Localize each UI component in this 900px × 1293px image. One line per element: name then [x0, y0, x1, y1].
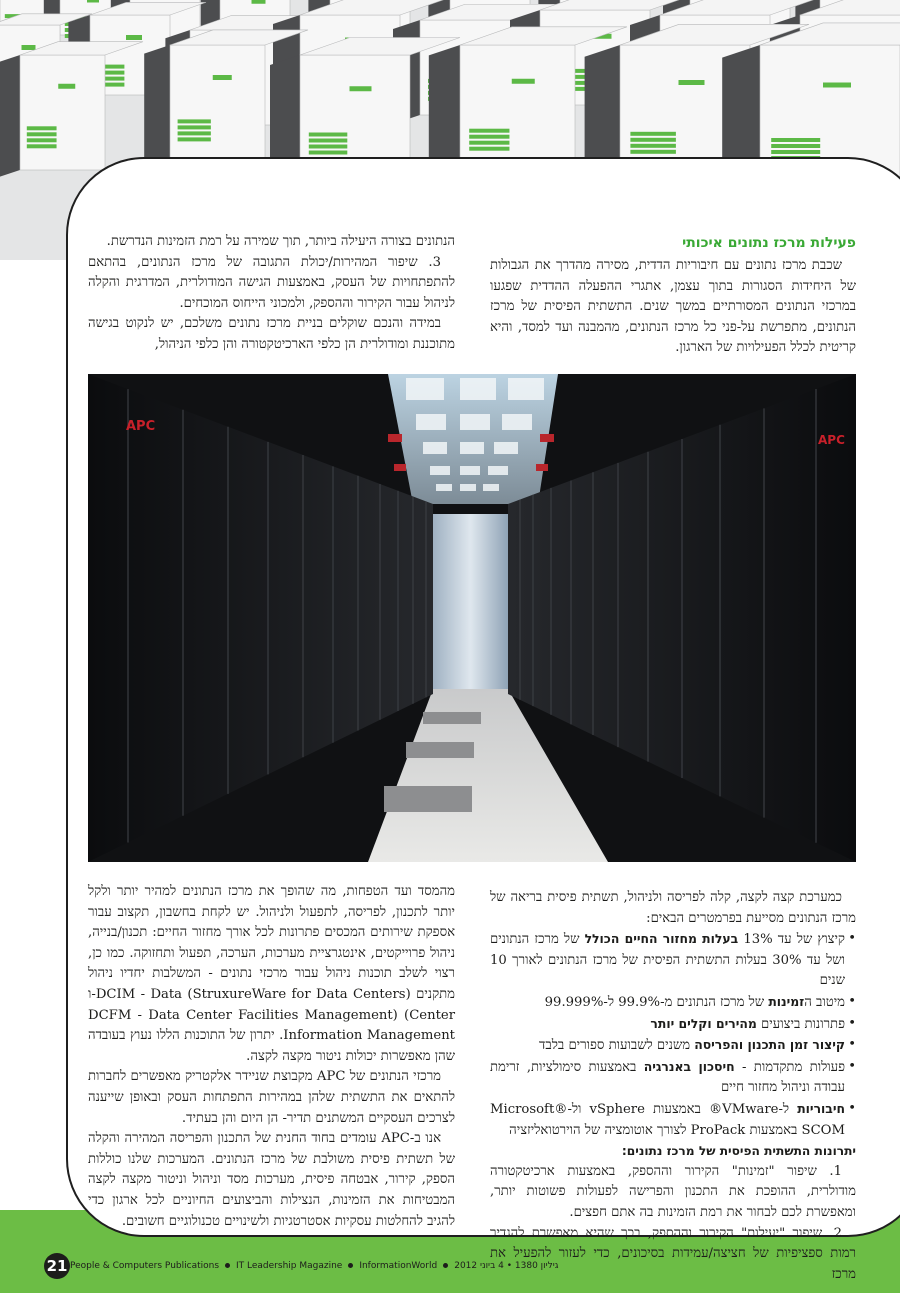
subheading: יתרונות התשתית הפיסית של מרכז נתונים: — [621, 1144, 856, 1159]
separator-dot-icon — [443, 1263, 448, 1268]
benefit-text: באמצעות סימולציות, זרימת עבודה וניהול מחזור חיים — [490, 1059, 845, 1096]
benefit-text: משנים לשבועות ספורים בלבד — [539, 1038, 695, 1054]
benefit-highlight: בעלות מחזור החיים הכולל — [584, 931, 739, 947]
paragraph: במידה והנכם שוקלים בניית מרכז נתונים משלכם, יש לנקוט בגישה מתוכננת ומודולרית הן כלפי הארכיטקטורה והן כלפי הניהול, — [88, 316, 455, 352]
benefit-text: פתרונות ביצועים — [756, 1016, 845, 1032]
benefits-list — [490, 929, 856, 1141]
bottom-left-column — [88, 882, 455, 1232]
apc-logo-left: APC — [126, 419, 156, 434]
magazine-name: IT Leadership Magazine — [236, 1261, 343, 1271]
benefit-item — [490, 992, 856, 1014]
benefit-highlight: זמינות — [768, 993, 805, 1009]
top-right-column — [490, 232, 856, 359]
benefit-text: של מרכז הנתונים ושל עד 30% בעלות התשתית הפיסית של מרכז הנתונים לאורך 10 שנים — [490, 932, 845, 989]
benefit-text: של מרכז הנתונים מ-99.9% ל-99.999% — [544, 994, 769, 1010]
separator-dot-icon — [225, 1263, 230, 1268]
benefit-item — [490, 929, 856, 992]
benefit-text: מיטוב ה — [804, 994, 845, 1010]
benefit-item — [490, 1035, 856, 1057]
benefit-text: פעולות מתקדמות - — [734, 1059, 845, 1075]
bottom-right-column — [490, 888, 856, 1285]
benefit-item — [490, 1057, 856, 1099]
paragraph: הנתונים בצורה היעילה ביותר, תוך שמירה על רמת הזמינות הנדרשת. — [106, 234, 455, 249]
server-aisle-image — [88, 374, 856, 862]
paragraph: 1. שיפור "זמינות" הקירור וההספק, באמצעות ארכיטקטורה מודולרית, ההופכת את התכנון והפרישה לפעולות פשוטות יותר, ומאפשרת לכם לבחור את רמת הזמינות בה אתם חפצים. — [490, 1163, 856, 1220]
page-number: 21 — [44, 1253, 70, 1279]
apc-logo-right: APC — [818, 433, 845, 447]
paragraph: אנו ב-APC עומדים בחוד החנית של התכנון והפריסה המהירה והקלה של תשתית פיסית משולבת של מרכז הנתונים. המערכות שלנו כוללות הספק, קירור, אבטחה פיסית, מערכות מסד וניהול וניטור מקצה לקצה המבטיחות את הזמינות, הנצילות והביצועים החיוניים לכל ארגון כדי להגיב להחלטות עסקיות אסטרטגיות ולשינויים טכנולוגיים חשובים. — [88, 1131, 455, 1229]
publisher-name: People & Computers Publications — [70, 1261, 220, 1271]
magazine-name: InformationWorld — [359, 1261, 438, 1271]
top-left-column — [88, 232, 455, 356]
paragraph: כמערכת קצה לקצה, קלה לפריסה ולניהול, תשתית פיסית בריאה של מרכז הנתונים מסייעת בפרמטרים הבאים: — [490, 890, 856, 926]
benefit-highlight: קיצור זמן התכנון והפריסה — [694, 1037, 845, 1053]
paragraph: 3. שיפור המהירות/יכולת התגובה של מרכז הנתונים, בהתאם להתפתחויות של העסק, באמצעות הגישה המודולרית, המדרגית והקלה לניהול עבור הקירור וההספק, ולמכוני הייחוס המוכחים. — [88, 254, 455, 311]
intro-paragraph: שכבת מרכז נתונים עם חיבוריות הדדית, מסירה מהדרך את הגבולות של היחידות הסגורות בתוך עצמן, אתגרי ההפעלה ההדדית שפגעו במרכזי הנתונים המסורתיים במשך שנים. התשתית הפיסית של מרכז הנתונים, מתפרשת על-פני כל מרכז הנתונים, מהמבנה ועד למסד, והיא קריטית לכלל הפעילויות של הארגון. — [490, 258, 856, 356]
paragraph: 2. שיפור "יעילות" הקירור וההספק, בכך שהיא מאפשרת להגדיר רמות ספציפיות של חציצה/עמידות בסיכונים, כדי לעזור להפעיל את מרכז — [490, 1225, 856, 1282]
benefit-text: קיצוץ של עד 13% — [738, 932, 845, 948]
paragraph: מהמסד ועד הטפחות, מה שהופך את מרכז הנתונים למהיר יותר ולקל יותר לתכנון, לפריסה, לתפעול ולניהול. יש לקחת בחשבון, תקצוב עבור אספקת שירותים המכסים פתרונות לכל אורך מחזור החיים: תכנון/בנייה, ניהול פרוייקטים, אינטגרציית מערכות, הערכה, תפעול ותחזוקה. כמו כן, רצוי לשלב תוכנות ניהול עבור מרכזי נתונים - המשלבות יחדיו ניהול מתקנים (StruxureWare for Data Centers) DCIM - Data-ו DCFM - Data Center Facilities Management) (Center Information Management. יתרון של התוכנות הללו נעוץ בעובדה שהן מאפשרות יכולות ניטור מקצה לקצה. — [88, 884, 455, 1064]
section-title: פעילות מרכז נתונים איכותי — [682, 235, 856, 251]
benefit-text: ל-VMware® באמצעות vSphere ול-Microsoft® SCOM באמצעות ProPack לצורך אוטומציה של הוירטואליזציה — [490, 1101, 845, 1138]
benefit-item — [490, 1099, 856, 1141]
issue-info: גיליון 1380 • 4 ביוני 2012 — [454, 1261, 559, 1271]
page-footer — [44, 1253, 864, 1279]
benefit-highlight: חיבוריות — [797, 1100, 845, 1116]
data-center-photo — [88, 374, 856, 862]
footer-credits — [70, 1261, 558, 1271]
benefit-highlight: מהירים וקלים יותר — [650, 1015, 757, 1031]
separator-dot-icon — [348, 1263, 353, 1268]
paragraph: מרכזי הנתונים של APC מקבוצת שניידר אלקטריק מאפשרים לחברות להתאים את התשתית שלהן במהירות התפתחות העסק ובאופן שייענה לצרכים העסקיים המשתנים תדיר- הן היום והן בעתיד. — [88, 1069, 455, 1126]
benefit-item — [490, 1014, 856, 1036]
benefit-highlight: חיסכון באנרגיה — [643, 1058, 735, 1074]
